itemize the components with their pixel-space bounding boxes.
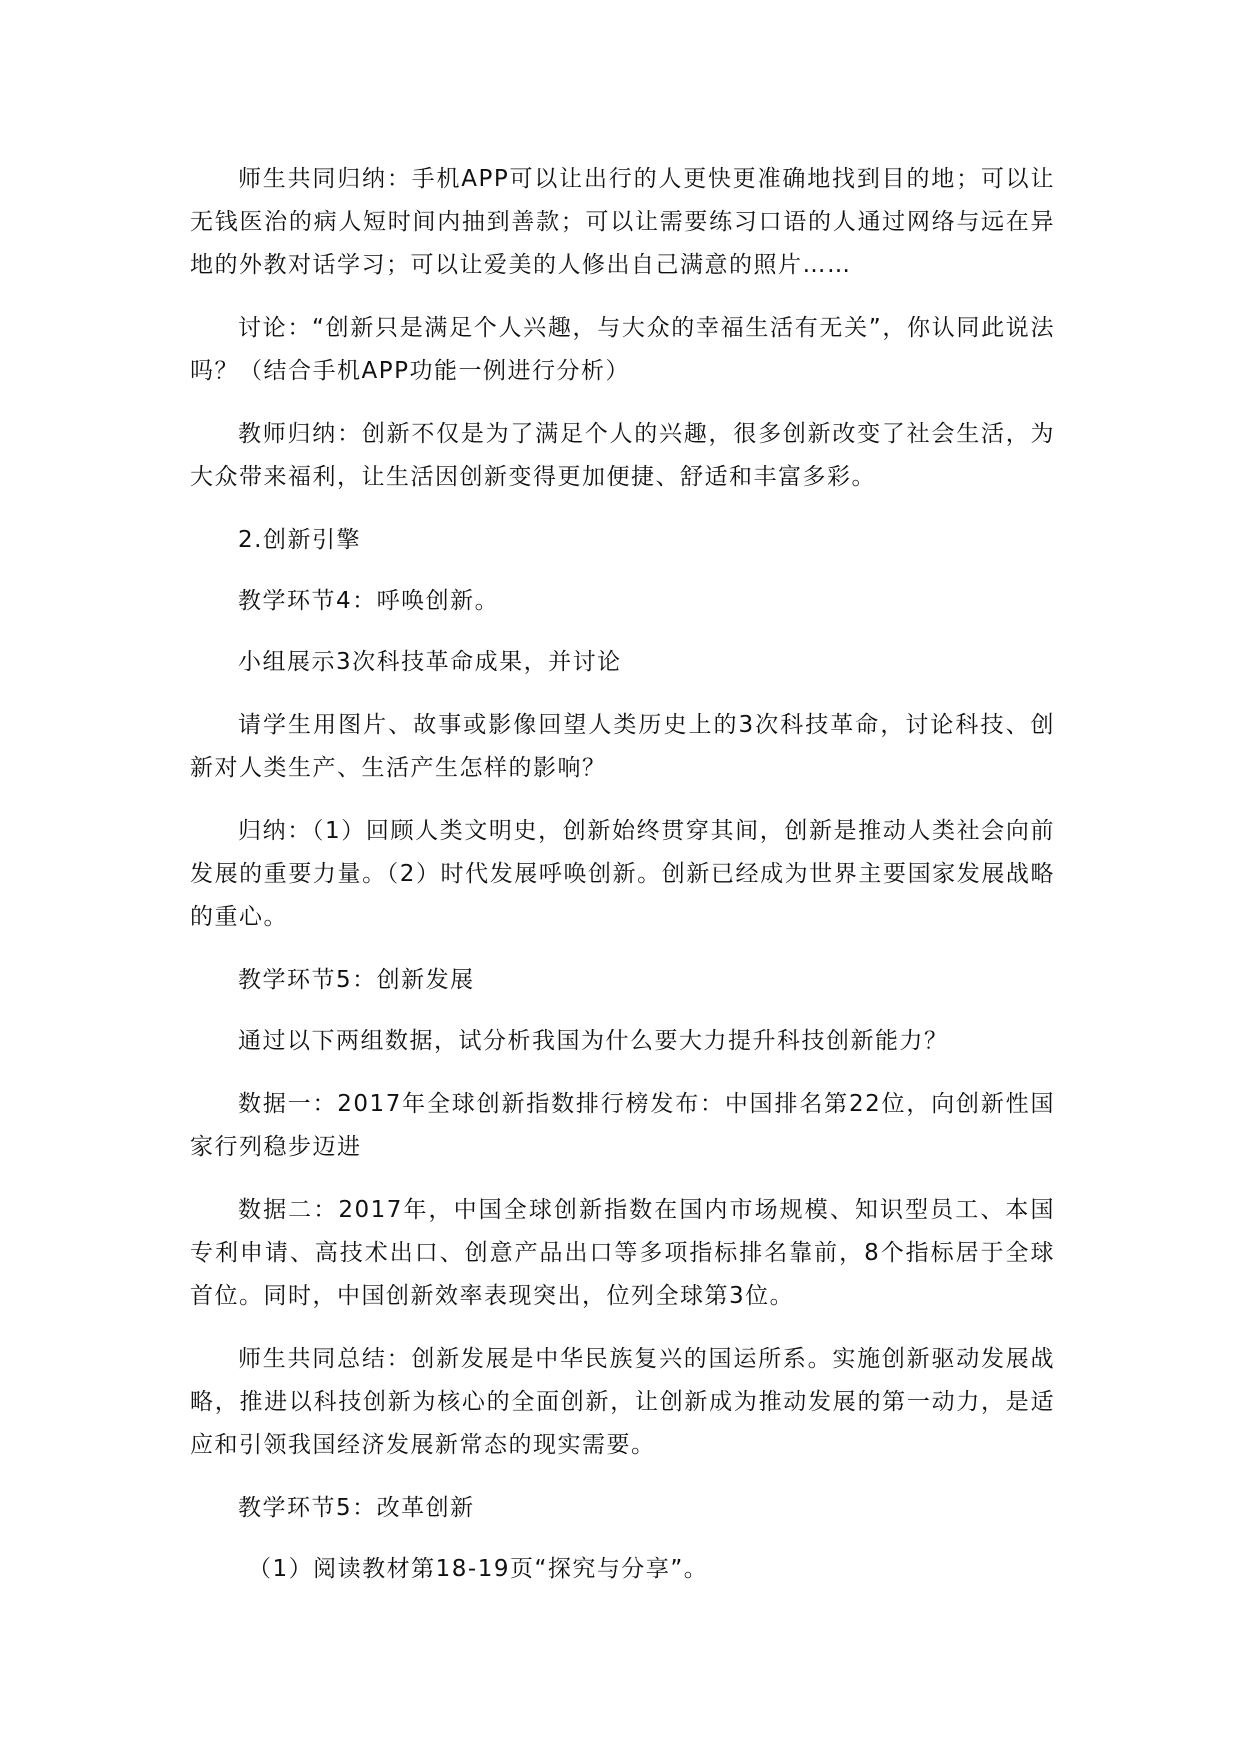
paragraph-data-question: 通过以下两组数据，试分析我国为什么要大力提升科技创新能力？	[238, 1028, 949, 1054]
paragraph-summary-app: 师生共同归纳：手机APP可以让出行的人更快更准确地找到目的地；可以让无钱医治的病人短时间内抽到善款；可以让需要练习口语的人通过网络与远在异地的外教对话学习；可以让爱美的人修出自己满意的照片……	[190, 166, 1055, 278]
teaching-step-5-reform: 教学环节5：改革创新	[238, 1495, 475, 1521]
paragraph-conclusion: 归纳：（1）回顾人类文明史，创新始终贯穿其间，创新是推动人类社会向前发展的重要力量。（2）时代发展呼唤创新。创新已经成为世界主要国家发展战略的重心。	[190, 818, 1055, 930]
paragraph-student-task: 请学生用图片、故事或影像回望人类历史上的3次科技革命，讨论科技、创新对人类生产、生活产生怎样的影响？	[190, 712, 1055, 781]
paragraph-reading-task: （1）阅读教材第18-19页“探究与分享”。	[248, 1556, 709, 1582]
paragraph-data-two: 数据二：2017年，中国全球创新指数在国内市场规模、知识型员工、本国专利申请、高技术出口、创意产品出口等多项指标排名靠前，8个指标居于全球首位。同时，中国创新效率表现突出，位列全球第3位。	[190, 1197, 1055, 1309]
paragraph-discussion: 讨论：“创新只是满足个人兴趣，与大众的幸福生活有无关”，你认同此说法吗？（结合手机APP功能一例进行分析）	[190, 315, 1055, 384]
teaching-step-4: 教学环节4：呼唤创新。	[238, 588, 500, 614]
paragraph-data-one: 数据一：2017年全球创新指数排行榜发布：中国排名第22位，向创新性国家行列稳步迈进	[190, 1091, 1055, 1160]
paragraph-joint-summary: 师生共同总结：创新发展是中华民族复兴的国运所系。实施创新驱动发展战略，推进以科技创新为核心的全面创新，让创新成为推动发展的第一动力，是适应和引领我国经济发展新常态的现实需要。	[190, 1346, 1055, 1458]
paragraph-group-display: 小组展示3次科技革命成果，并讨论	[238, 649, 622, 675]
section-heading-innovation-engine: 2.创新引擎	[238, 527, 361, 553]
teaching-step-5-development: 教学环节5：创新发展	[238, 967, 475, 993]
paragraph-teacher-summary: 教师归纳：创新不仅是为了满足个人的兴趣，很多创新改变了社会生活，为大众带来福利，让生活因创新变得更加便捷、舒适和丰富多彩。	[190, 421, 1055, 490]
